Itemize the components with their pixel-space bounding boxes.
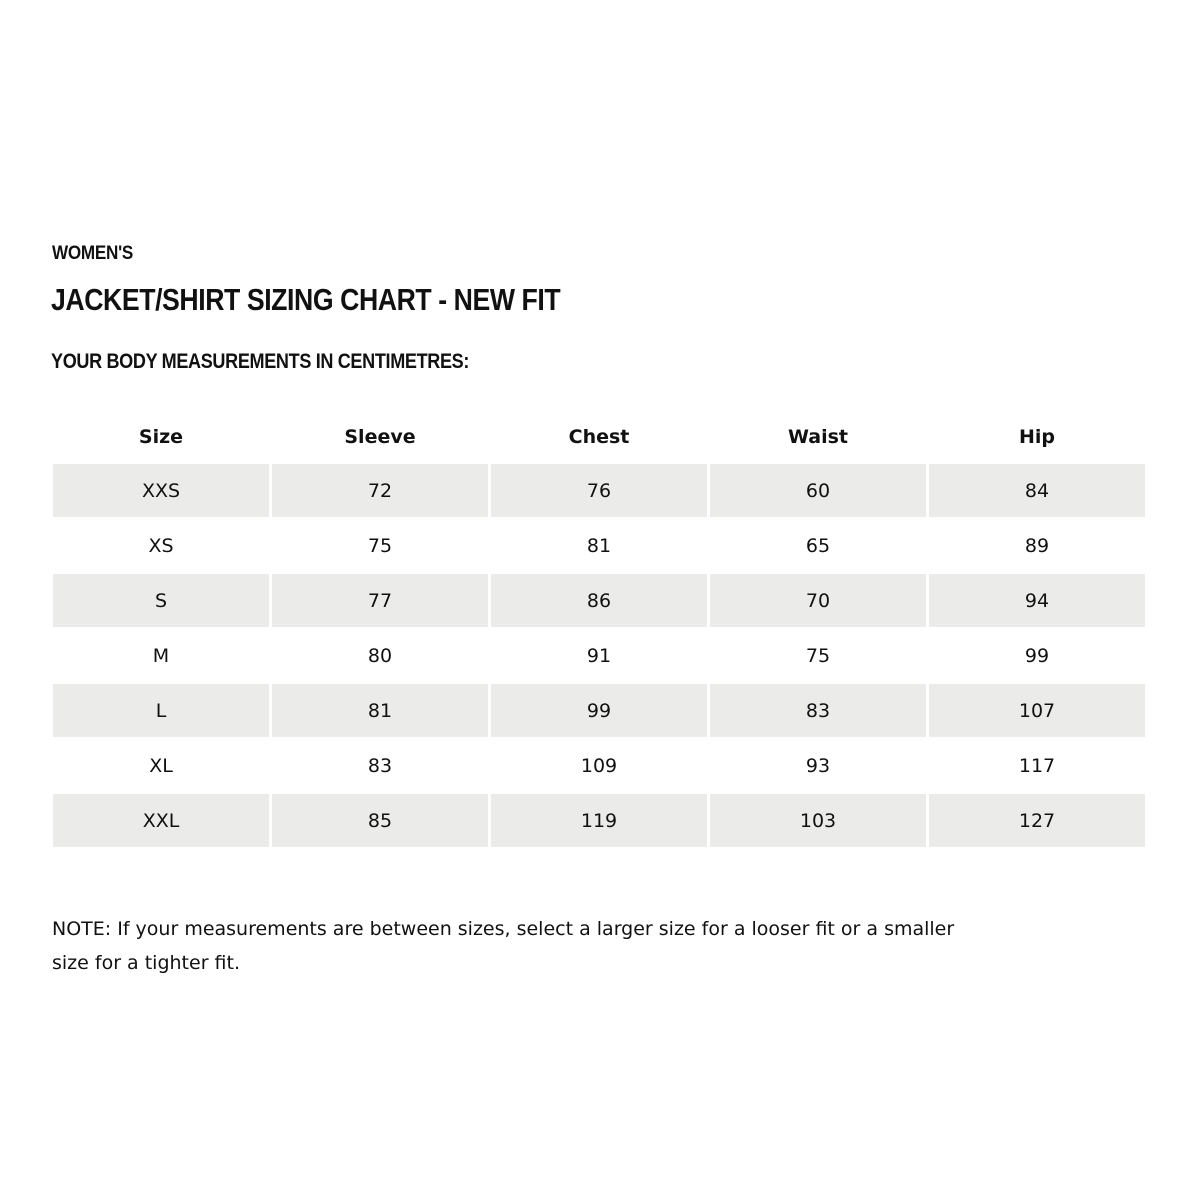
size-cell: M (53, 628, 269, 683)
waist-cell: 75 (710, 628, 926, 683)
waist-cell: 103 (710, 793, 926, 848)
table-row (53, 463, 1145, 518)
table-row (53, 793, 1145, 848)
table-row (53, 738, 1145, 793)
size-cell: XXS (53, 463, 269, 518)
hip-cell: 107 (929, 683, 1145, 738)
hip-cell: 89 (929, 518, 1145, 573)
hip-cell: 84 (929, 463, 1145, 518)
sizing-note (52, 912, 992, 980)
sleeve-cell: 80 (272, 628, 488, 683)
sleeve-cell: 75 (272, 518, 488, 573)
note-text: : If your measurements are between sizes, select a larger size for a looser fit or a smaller size for a tighter fit. (52, 918, 955, 974)
sleeve-cell: 85 (272, 793, 488, 848)
page-kicker: WOMEN'S (52, 243, 134, 264)
waist-cell: 70 (710, 573, 926, 628)
chest-cell: 86 (491, 573, 707, 628)
column-header-waist: Waist (787, 426, 848, 448)
column-header-chest: Chest (568, 426, 630, 448)
waist-cell: 93 (710, 738, 926, 793)
sleeve-cell: 81 (272, 683, 488, 738)
table-row (53, 683, 1145, 738)
column-header-hip: Hip (1018, 426, 1055, 448)
waist-cell: 83 (710, 683, 926, 738)
column-header-sleeve: Sleeve (344, 426, 416, 448)
table-row (53, 518, 1145, 573)
sizing-table (50, 411, 1148, 848)
chest-cell: 109 (491, 738, 707, 793)
waist-cell: 65 (710, 518, 926, 573)
sleeve-cell: 72 (272, 463, 488, 518)
size-cell: XXL (53, 793, 269, 848)
sleeve-cell: 77 (272, 573, 488, 628)
chest-cell: 99 (491, 683, 707, 738)
table-row (53, 573, 1145, 628)
waist-cell: 60 (710, 463, 926, 518)
page-title: JACKET/SHIRT SIZING CHART - NEW FIT (51, 282, 561, 317)
measurement-units-heading: YOUR BODY MEASUREMENTS IN CENTIMETRES: (51, 350, 470, 373)
size-cell: XS (53, 518, 269, 573)
size-cell: S (53, 573, 269, 628)
note-label: NOTE (52, 918, 105, 940)
hip-cell: 127 (929, 793, 1145, 848)
sleeve-cell: 83 (272, 738, 488, 793)
hip-cell: 94 (929, 573, 1145, 628)
column-header-size: Size (138, 426, 184, 448)
chest-cell: 76 (491, 463, 707, 518)
table-row (53, 628, 1145, 683)
hip-cell: 99 (929, 628, 1145, 683)
chest-cell: 81 (491, 518, 707, 573)
size-cell: XL (53, 738, 269, 793)
table-header-row (53, 411, 1145, 463)
size-cell: L (53, 683, 269, 738)
hip-cell: 117 (929, 738, 1145, 793)
chest-cell: 119 (491, 793, 707, 848)
chest-cell: 91 (491, 628, 707, 683)
